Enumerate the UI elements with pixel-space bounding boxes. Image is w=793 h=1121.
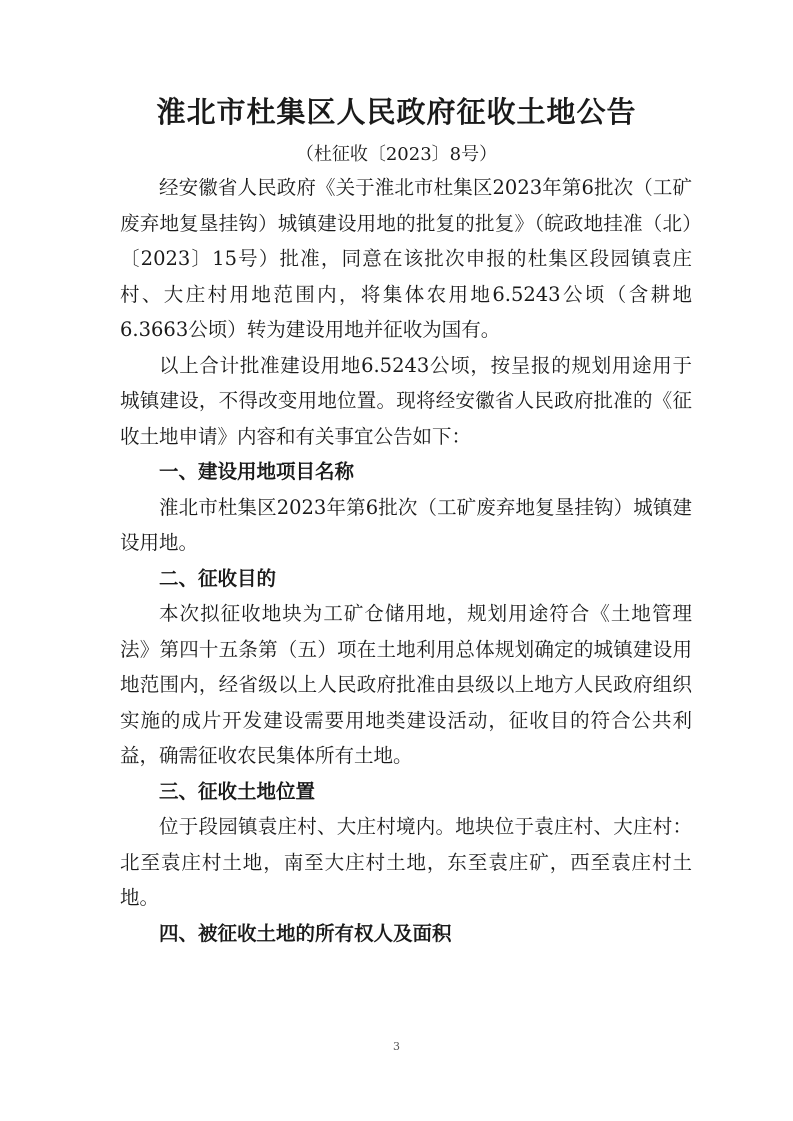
section-heading-location: 三、征收土地位置 — [159, 779, 316, 803]
paragraph-purpose: 本次拟征收地块为工矿仓储用地，规划用途符合《土地管理法》第四十五条第（五）项在土地利用总体规划确定的城镇建设用地范围内，经省级以上人民政府批准由县级以上地方人民政府组织实施的成片开发建设需要用地类建设活动，征收目的符合公共利益，确需征收农民集体所有土地。 — [120, 602, 692, 767]
paragraph-project-name: 淮北市杜集区2023年第6批次（工矿废弃地复垦挂钩）城镇建设用地。 — [120, 495, 692, 554]
paragraph-approval: 经安徽省人民政府《关于淮北市杜集区2023年第6批次（工矿废弃地复垦挂钩）城镇建设用地的批复的批复》（皖政地挂准（北）〔2023〕15号）批准，同意在该批次申报的杜集区段园镇袁庄村、大庄村用地范围内，将集体农用地6.5243公顷（含耕地6.3663公顷）转为建设用地并征收为国有。 — [120, 176, 692, 341]
section-heading-purpose: 二、征收目的 — [159, 566, 277, 590]
notice-body — [120, 170, 692, 951]
notice-title: 淮北市杜集区人民政府征收土地公告 — [156, 95, 637, 129]
document-number: （杜征收〔2023〕8号） — [295, 144, 498, 165]
paragraph-summary: 以上合计批准建设用地6.5243公顷，按呈报的规划用途用于城镇建设，不得改变用地位置。现将经安徽省人民政府批准的《征收土地申请》内容和有关事宜公告如下： — [120, 353, 692, 448]
section-heading-project-name: 一、建设用地项目名称 — [159, 460, 355, 483]
paragraph-location: 位于段园镇袁庄村、大庄村境内。地块位于袁庄村、大庄村：北至袁庄村土地，南至大庄村土地，东至袁庄矿，西至袁庄村土地。 — [120, 815, 692, 909]
page-number: 3 — [393, 1040, 400, 1053]
section-heading-owners-area: 四、被征收土地的所有权人及面积 — [159, 921, 452, 945]
